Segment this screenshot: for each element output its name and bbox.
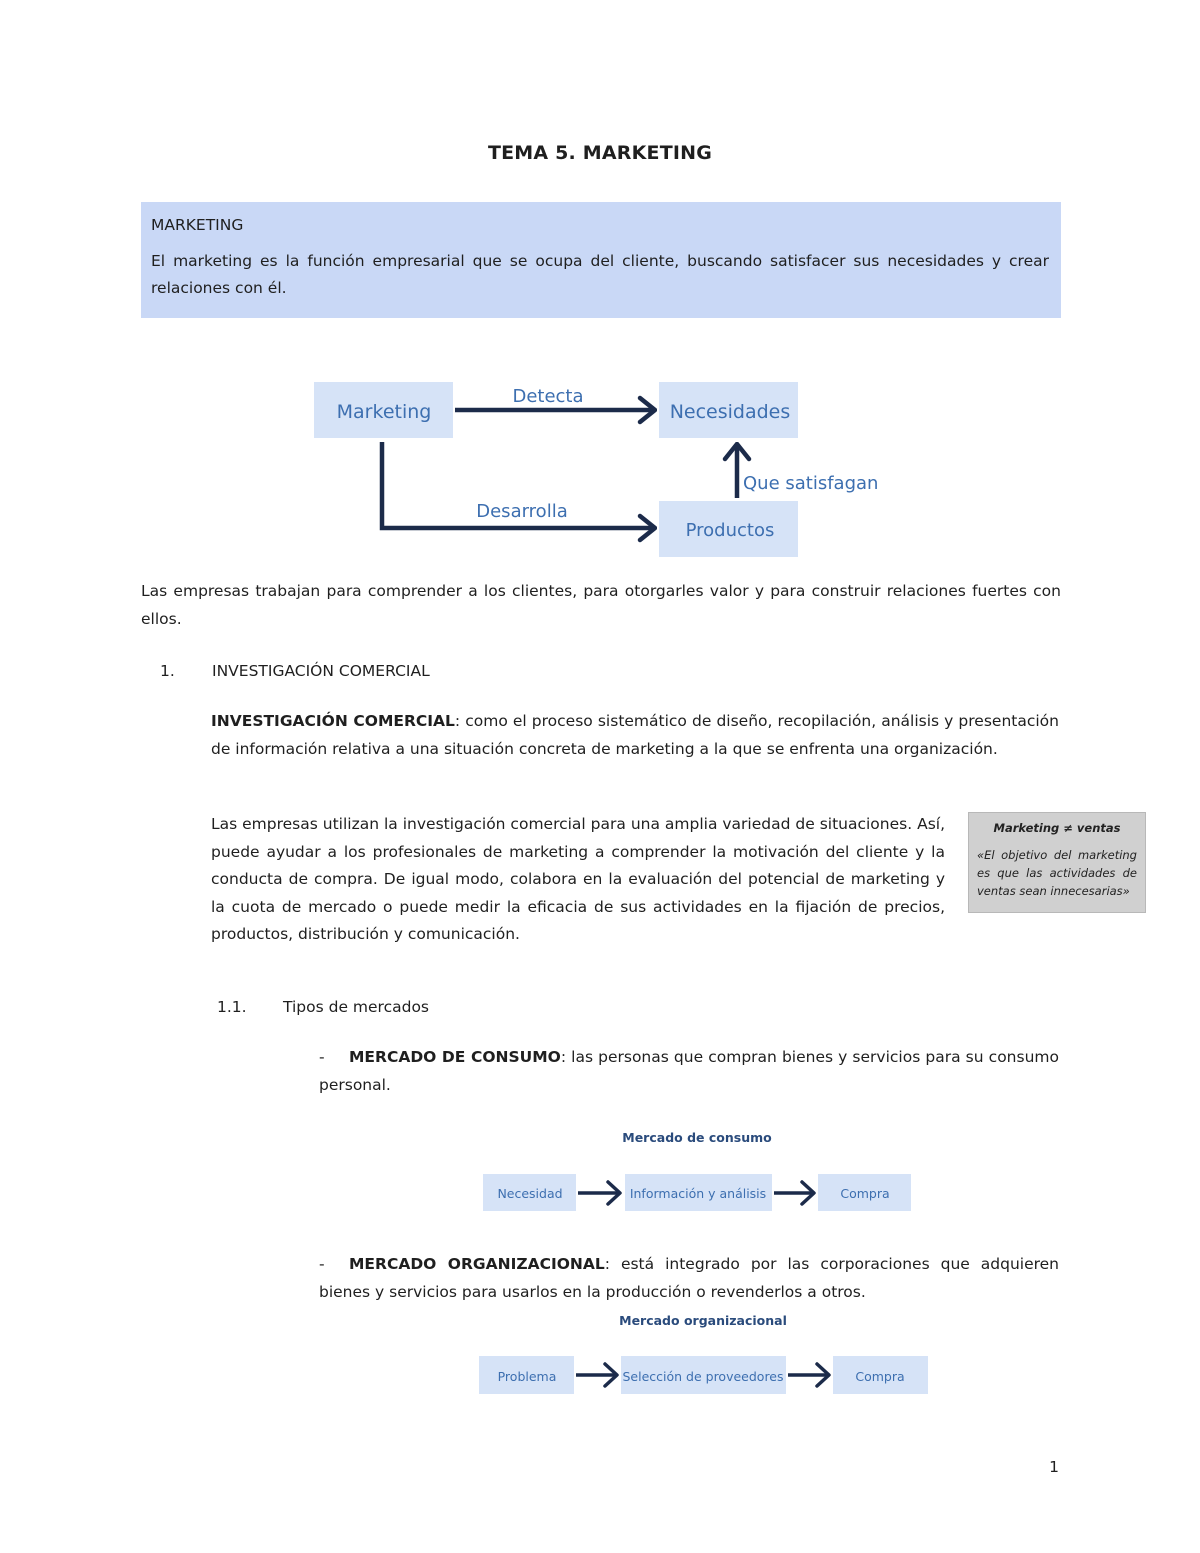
item-organizacional-term: MERCADO ORGANIZACIONAL [349,1255,605,1273]
item-organizacional-text: : está integrado por las corporaciones que adquieren bienes y servicios para usarlos en la producción o revenderlos a otros. [319,1255,1059,1301]
node-necesidades: Necesidades [669,401,791,423]
definition-heading: MARKETING [151,216,244,234]
flow-consumo-step-2: Información y análisis [629,1186,767,1201]
subsection-title: Tipos de mercados [283,998,430,1016]
flow-organizacional-title: Mercado organizacional [619,1313,787,1328]
item-organizacional [319,1251,1059,1306]
item-consumo-text: : las personas que compran bienes y servicios para su consumo personal. [319,1048,1059,1094]
flow-consumo-title: Mercado de consumo [622,1130,772,1145]
edge-desarrolla: Desarrolla [476,501,568,522]
marketing-diagram [300,360,900,565]
item-consumo-term: MERCADO DE CONSUMO [349,1048,561,1066]
flow-organizacional [470,1305,940,1405]
node-productos: Productos [685,520,775,541]
sidebox-quote [968,812,1146,913]
flow-consumo-step-3: Compra [840,1186,890,1201]
list-dash: - [319,1048,325,1066]
section-1-definition [211,708,1059,763]
section-1-heading [160,662,1060,680]
flow-consumo [470,1122,930,1222]
sidebox-text: «El objetivo del marketing es que las actividades de ventas sean innecesarias» [977,848,1137,898]
flow-org-step-3: Compra [855,1369,905,1384]
flow-org-step-1: Problema [497,1369,557,1384]
page-number: 1 [1049,1458,1059,1476]
subsection-number: 1.1. [217,998,247,1016]
item-consumo [319,1044,1059,1099]
sidebox-title: Marketing ≠ ventas [993,821,1121,835]
page-title: TEMA 5. MARKETING [487,142,713,164]
definition-term: INVESTIGACIÓN COMERCIAL [211,712,455,730]
node-marketing: Marketing [336,401,432,423]
section-1-paragraph: Las empresas utilizan la investigación comercial para una amplia variedad de situaciones. Así, puede ayudar a los profesionales de marketing a comprender la motivación del cliente y la conducta de compra. De igual modo, colabora en la evaluación del potencial de marketing y la cuota de mercado o puede medir la eficacia de sus actividades en la fijación de precios, productos, distribución y comunicación. [211,815,945,943]
edge-satisfagan: Que satisfagan [743,473,879,494]
flow-consumo-step-1: Necesidad [497,1186,563,1201]
definition-body: : como el proceso sistemático de diseño, recopilación, análisis y presentación de información relativa a una situación concreta de marketing a la que se enfrenta una organización. [211,712,1059,758]
definition-text: El marketing es la función empresarial que se ocupa del cliente, buscando satisfacer sus necesidades y crear relaciones con él. [151,252,1049,297]
definition-box [141,202,1061,318]
section-1-number: 1. [160,662,175,680]
section-1-title: INVESTIGACIÓN COMERCIAL [212,662,430,680]
intro-paragraph: Las empresas trabajan para comprender a los clientes, para otorgarles valor y para construir relaciones fuertes con ellos. [141,582,1061,628]
subsection-heading [217,998,1017,1016]
flow-org-step-2: Selección de proveedores [622,1369,784,1384]
list-dash: - [319,1255,325,1273]
edge-detecta: Detecta [512,386,584,407]
